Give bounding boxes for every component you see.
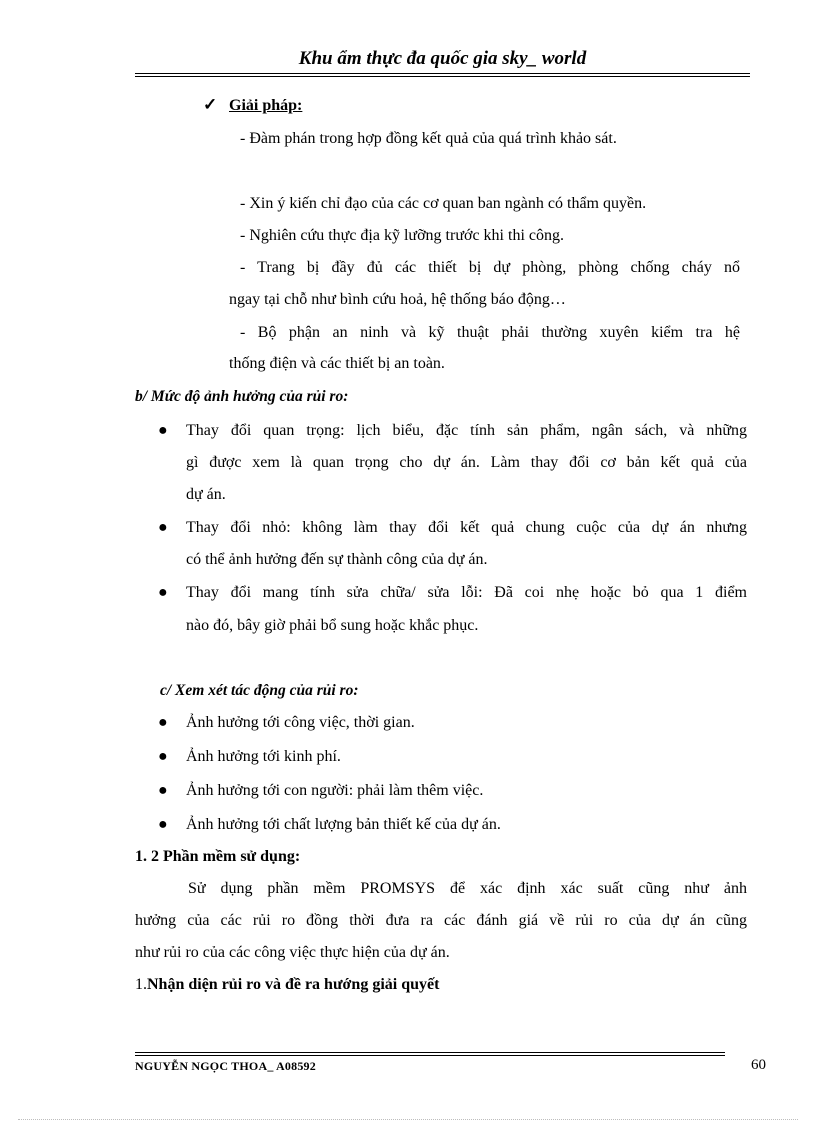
section-c-item: Ảnh hưởng tới con người: phải làm thêm việc. [186, 782, 484, 799]
section-b-heading: b/ Mức độ ảnh hưởng của rủi ro: [135, 388, 349, 405]
section-c-heading: c/ Xem xét tác động của rủi ro: [160, 682, 359, 699]
section-b-line: Thay đổi quan trọng: lịch biểu, đặc tính sản phẩm, ngân sách, và những [186, 422, 747, 439]
bullet-icon: ● [158, 748, 168, 765]
page-number: 60 [751, 1057, 766, 1073]
solution-item: - Trang bị đầy đủ các thiết bị dự phòng, phòng chống cháy nổ [240, 259, 740, 276]
solution-item-continued: thống điện và các thiết bị an toàn. [229, 355, 445, 372]
header-rule-top [135, 73, 750, 74]
bullet-icon: ● [158, 584, 168, 601]
bullet-icon: ● [158, 714, 168, 731]
bullet-icon: ● [158, 782, 168, 799]
checkmark-icon: ✓ [203, 95, 218, 114]
solution-item: - Đàm phán trong hợp đồng kết quả của quá trình khảo sát. [240, 130, 617, 147]
section-1-2-heading: 1. 2 Phần mềm sử dụng: [135, 848, 301, 865]
section-c-item: Ảnh hưởng tới kinh phí. [186, 748, 341, 765]
section-b-line: Thay đổi nhỏ: không làm thay đổi kết quả chung cuộc của dự án nhưng [186, 519, 747, 536]
footer-rule-bottom [135, 1055, 725, 1056]
solution-item: - Bộ phận an ninh và kỹ thuật phải thường xuyên kiểm tra hệ [240, 324, 740, 341]
solution-item: - Xin ý kiến chỉ đạo của các cơ quan ban ngành có thẩm quyền. [240, 195, 647, 212]
bullet-icon: ● [158, 519, 168, 536]
page-bottom-dotted-border [18, 1119, 798, 1120]
section-b-line: có thể ảnh hưởng đến sự thành công của dự án. [186, 551, 488, 568]
section-b-line: gì được xem là quan trọng cho dự án. Làm thay đổi cơ bản kết quả của [186, 454, 747, 471]
solution-item: - Nghiên cứu thực địa kỹ lưỡng trước khi thi công. [240, 227, 564, 244]
section-1-heading: 1.Nhận diện rủi ro và đề ra hướng giải quyết [135, 976, 440, 993]
footer-author: NGUYỄN NGỌC THOA_ A08592 [135, 1059, 316, 1073]
section-b-line: Thay đổi mang tính sửa chữa/ sửa lỗi: Đã coi nhẹ hoặc bỏ qua 1 điểm [186, 584, 747, 601]
solution-item-continued: ngay tại chỗ như bình cứu hoả, hệ thống báo động… [229, 291, 566, 308]
running-header-title: Khu ẩm thực đa quốc gia sky_ world [298, 48, 587, 69]
section-1-2-paragraph-line: như rủi ro của các công việc thực hiện của dự án. [135, 944, 450, 961]
section-b-line: nào đó, bây giờ phải bổ sung hoặc khắc phục. [186, 617, 479, 634]
footer-rule-top [135, 1052, 725, 1053]
section-1-2-paragraph-line: hưởng của các rủi ro đồng thời đưa ra các đánh giá về rủi ro của dự án cũng [135, 912, 747, 929]
section-1-2-paragraph-line: Sử dụng phần mềm PROMSYS để xác định xác suất cũng như ảnh [188, 880, 747, 897]
bullet-icon: ● [158, 816, 168, 833]
section-c-item: Ảnh hưởng tới công việc, thời gian. [186, 714, 415, 731]
header-rule-bottom [135, 76, 750, 77]
section-b-line: dự án. [186, 486, 226, 503]
bullet-icon: ● [158, 422, 168, 439]
solution-heading: Giải pháp: [229, 97, 303, 114]
section-c-item: Ảnh hưởng tới chất lượng bản thiết kế của dự án. [186, 816, 501, 833]
